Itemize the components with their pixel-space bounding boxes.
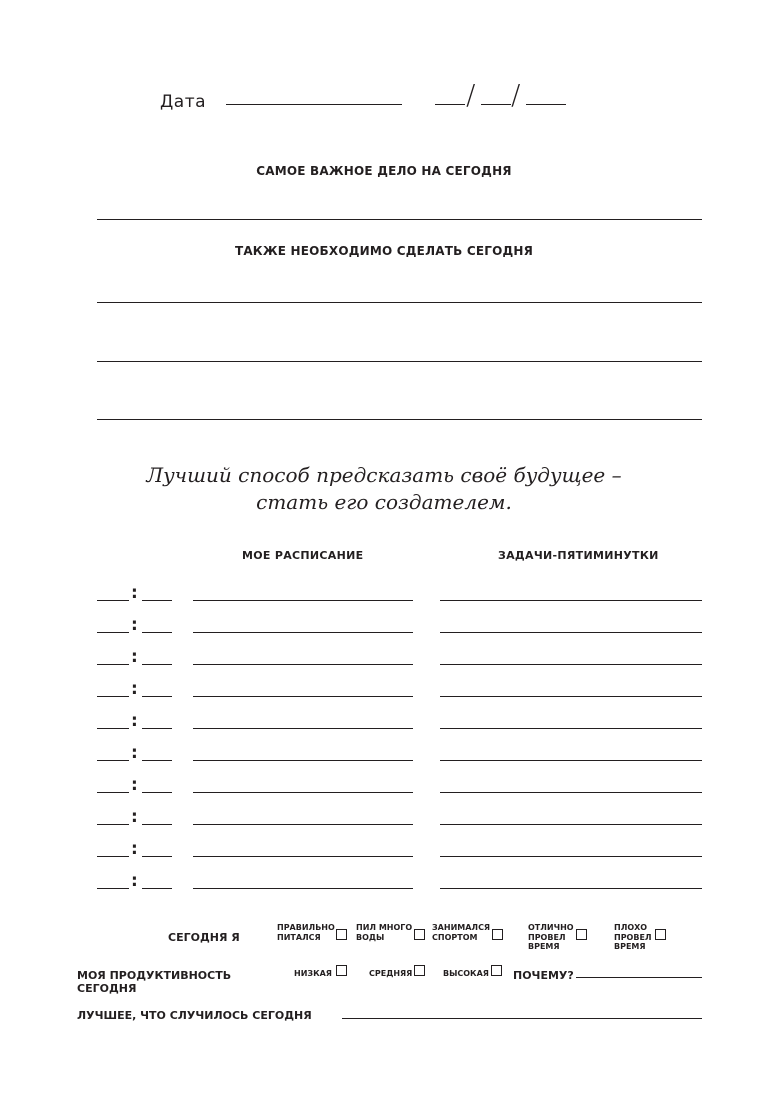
date-slash-1: /: [466, 78, 476, 111]
hour-line[interactable]: [97, 632, 129, 633]
tasks-header: ЗАДАЧИ-ПЯТИМИНУТКИ: [498, 549, 659, 562]
schedule-entry-line[interactable]: [193, 760, 413, 761]
time-colon: :: [131, 583, 138, 603]
today-option-bad-time-line3: ВРЕМЯ: [614, 942, 646, 951]
hour-line[interactable]: [97, 824, 129, 825]
date-text-line[interactable]: [226, 104, 402, 105]
also-needed-heading: ТАКЖЕ НЕОБХОДИМО СДЕЛАТЬ СЕГОДНЯ: [234, 244, 534, 258]
checkbox-bad-time[interactable]: [655, 929, 666, 940]
task-entry-line[interactable]: [440, 600, 702, 601]
today-label: СЕГОДНЯ Я: [168, 931, 240, 944]
why-label: ПОЧЕМУ?: [513, 969, 574, 982]
today-option-good-time-line1: ОТЛИЧНО: [528, 923, 574, 932]
today-option-bad-time-line1: ПЛОХО: [614, 923, 648, 932]
also-needed-line-3[interactable]: [97, 419, 702, 420]
minute-line[interactable]: [142, 696, 172, 697]
today-option-ate-well-line1: ПРАВИЛЬНО: [277, 923, 335, 932]
hour-line[interactable]: [97, 856, 129, 857]
today-option-sport-line1: ЗАНИМАЛСЯ: [432, 923, 491, 932]
task-entry-line[interactable]: [440, 632, 702, 633]
hour-line[interactable]: [97, 792, 129, 793]
schedule-entry-line[interactable]: [193, 600, 413, 601]
hour-line[interactable]: [97, 600, 129, 601]
task-entry-line[interactable]: [440, 792, 702, 793]
minute-line[interactable]: [142, 632, 172, 633]
task-entry-line[interactable]: [440, 888, 702, 889]
quote-line-1: Лучший способ предсказать своё будущее –: [146, 463, 622, 487]
today-option-water-line2: ВОДЫ: [356, 932, 385, 942]
today-option-sport-line2: СПОРТОМ: [432, 932, 478, 942]
task-entry-line[interactable]: [440, 760, 702, 761]
hour-line[interactable]: [97, 888, 129, 889]
time-colon: :: [131, 871, 138, 891]
hour-line[interactable]: [97, 664, 129, 665]
schedule-entry-line[interactable]: [193, 696, 413, 697]
productivity-label-line2: СЕГОДНЯ: [77, 982, 137, 995]
date-label: Дата: [160, 92, 207, 112]
time-colon: :: [131, 615, 138, 635]
most-important-line[interactable]: [97, 219, 702, 220]
hour-line[interactable]: [97, 728, 129, 729]
best-thing-line[interactable]: [342, 1018, 702, 1019]
minute-line[interactable]: [142, 760, 172, 761]
also-needed-line-1[interactable]: [97, 302, 702, 303]
checkbox-sport[interactable]: [492, 929, 503, 940]
task-entry-line[interactable]: [440, 696, 702, 697]
today-option-water-line1: ПИЛ МНОГО: [356, 923, 413, 932]
why-line[interactable]: [576, 977, 702, 978]
minute-line[interactable]: [142, 856, 172, 857]
schedule-entry-line[interactable]: [193, 632, 413, 633]
hour-line[interactable]: [97, 696, 129, 697]
time-colon: :: [131, 711, 138, 731]
date-year-line[interactable]: [526, 104, 566, 105]
today-option-bad-time-line2: ПРОВЕЛ: [614, 932, 652, 942]
time-colon: :: [131, 775, 138, 795]
date-slash-2: /: [511, 78, 521, 111]
today-option-ate-well-line2: ПИТАЛСЯ: [277, 932, 321, 942]
most-important-heading: САМОЕ ВАЖНОЕ ДЕЛО НА СЕГОДНЯ: [256, 164, 512, 178]
time-colon: :: [131, 679, 138, 699]
schedule-entry-line[interactable]: [193, 888, 413, 889]
productivity-label: [77, 969, 231, 995]
today-option-good-time: [528, 923, 574, 952]
schedule-entry-line[interactable]: [193, 824, 413, 825]
schedule-entry-line[interactable]: [193, 856, 413, 857]
schedule-entry-line[interactable]: [193, 728, 413, 729]
task-entry-line[interactable]: [440, 664, 702, 665]
checkbox-water[interactable]: [414, 929, 425, 940]
time-colon: :: [131, 807, 138, 827]
minute-line[interactable]: [142, 600, 172, 601]
task-entry-line[interactable]: [440, 728, 702, 729]
schedule-header: МОЕ РАСПИСАНИЕ: [242, 549, 364, 562]
best-thing-label: ЛУЧШЕЕ, ЧТО СЛУЧИЛОСЬ СЕГОДНЯ: [77, 1009, 312, 1022]
today-option-water: [356, 923, 412, 942]
quote-line-2: стать его создателем.: [256, 490, 512, 514]
also-needed-line-2[interactable]: [97, 361, 702, 362]
today-option-good-time-line3: ВРЕМЯ: [528, 942, 560, 951]
date-day-line[interactable]: [435, 104, 465, 105]
minute-line[interactable]: [142, 824, 172, 825]
schedule-entry-line[interactable]: [193, 664, 413, 665]
checkbox-productivity-high[interactable]: [491, 965, 502, 976]
productivity-label-line1: МОЯ ПРОДУКТИВНОСТЬ: [77, 969, 232, 982]
checkbox-productivity-medium[interactable]: [414, 965, 425, 976]
minute-line[interactable]: [142, 664, 172, 665]
checkbox-ate-well[interactable]: [336, 929, 347, 940]
time-colon: :: [131, 839, 138, 859]
task-entry-line[interactable]: [440, 824, 702, 825]
productivity-medium-label: СРЕДНЯЯ: [369, 969, 413, 978]
minute-line[interactable]: [142, 792, 172, 793]
time-colon: :: [131, 647, 138, 667]
today-option-good-time-line2: ПРОВЕЛ: [528, 932, 566, 942]
today-option-bad-time: [614, 923, 652, 952]
checkbox-productivity-low[interactable]: [336, 965, 347, 976]
schedule-entry-line[interactable]: [193, 792, 413, 793]
checkbox-good-time[interactable]: [576, 929, 587, 940]
today-option-ate-well: [277, 923, 335, 942]
task-entry-line[interactable]: [440, 856, 702, 857]
time-colon: :: [131, 743, 138, 763]
minute-line[interactable]: [142, 888, 172, 889]
today-option-sport: [432, 923, 490, 942]
productivity-high-label: ВЫСОКАЯ: [443, 969, 489, 978]
minute-line[interactable]: [142, 728, 172, 729]
productivity-low-label: НИЗКАЯ: [294, 969, 332, 978]
hour-line[interactable]: [97, 760, 129, 761]
date-month-line[interactable]: [481, 104, 511, 105]
